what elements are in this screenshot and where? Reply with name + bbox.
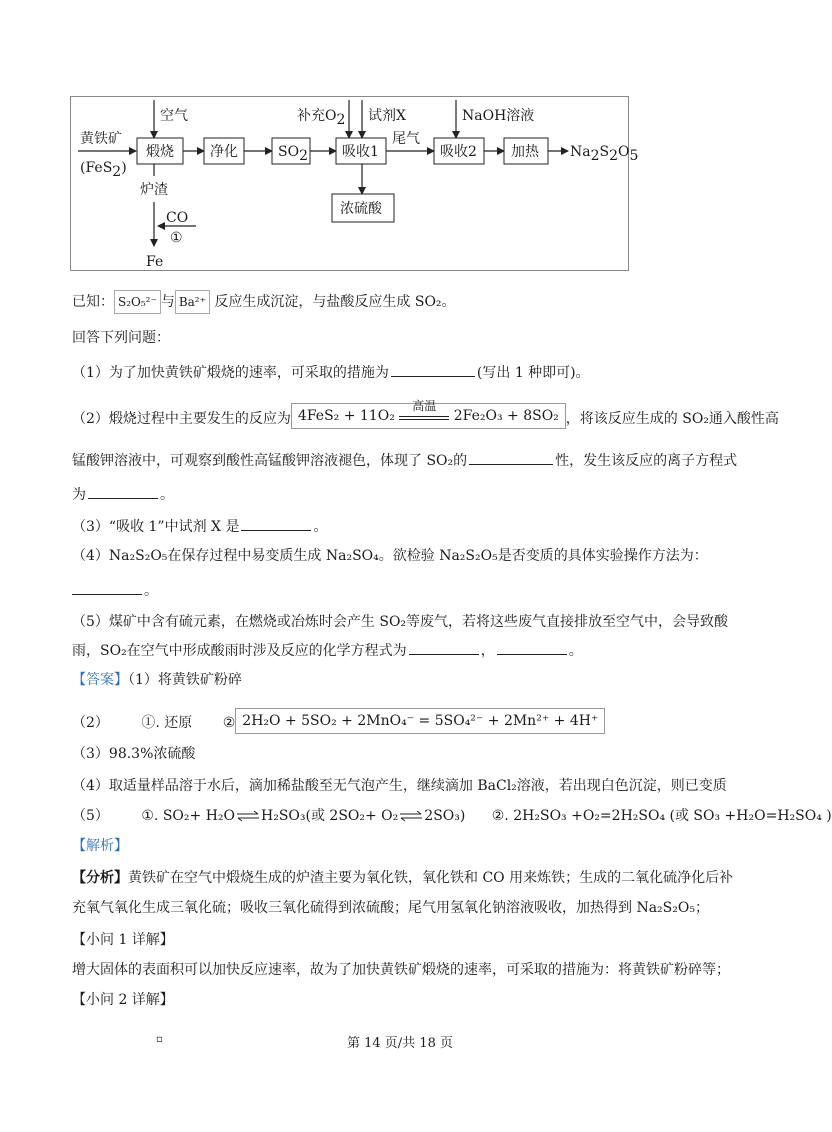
answer-5-part1b: H₂SO₃(或 2SO₂+ O₂ <box>261 808 399 824</box>
answer-5-part1c: 2SO₃) <box>424 808 466 824</box>
analysis-tag: 【解析】 <box>72 838 128 854</box>
answer-line-1 <box>72 670 242 690</box>
q2-text-e: 为 <box>72 487 86 503</box>
analysis-line-1 <box>72 868 733 888</box>
known-prefix: 已知： <box>72 294 114 310</box>
fenxi-tag: 【分析】 <box>72 870 128 886</box>
calcine-label: 煅烧 <box>146 144 174 160</box>
q1-suffix: (写出 1 种即可)。 <box>476 365 590 381</box>
input-ore-label: 黄铁矿 <box>80 131 122 147</box>
question-4-answer-line <box>72 580 158 601</box>
q5-comma: ， <box>480 643 495 659</box>
naoh-label: NaOH溶液 <box>462 108 535 124</box>
answer-line-2 <box>72 710 605 736</box>
tail-gas-label: 尾气 <box>392 131 420 147</box>
cinder-label: 炉渣 <box>140 182 168 198</box>
reversible-arrow-icon <box>399 811 423 821</box>
answer-2-part2-label: ② <box>222 715 236 731</box>
eq-right: 2Fe₂O₃ + 8SO₂ <box>453 408 559 424</box>
q5-text-a: （5）煤矿中含有硫元素，在燃烧或冶炼时会产生 SO₂等废气，若将这些废气直接排放至空气中，会导致酸 <box>72 614 729 630</box>
answer-5-part2: ②. 2H₂SO₃ +O₂=2H₂SO₄ (或 SO₃ +H₂O=H₂SO₄ ) <box>491 808 832 824</box>
air-label: 空气 <box>160 108 188 124</box>
q2-text-a: （2）煅烧过程中主要发生的反应为 <box>72 411 291 427</box>
analysis-line-2: 充氧气氧化生成三氧化硫；吸收三氧化硫得到浓硫酸；尾气用氢氧化钠溶液吸收，加热得到 Na₂S₂O₅； <box>72 900 709 916</box>
q3-suffix: 。 <box>313 519 328 535</box>
question-5-line-2 <box>72 640 583 661</box>
footer-bullet: ▫ <box>156 1034 163 1045</box>
q2-text-c: 锰酸钾溶液中，可观察到酸性高锰酸钾溶液褪色，体现了 SO₂的 <box>72 453 468 469</box>
input-ore-formula: (FeS2) <box>80 160 127 180</box>
barium-ion-box: Ba²⁺ <box>175 290 210 314</box>
q1-text: （1）为了加快黄铁矿煅烧的速率，可采取的措施为 <box>72 365 389 381</box>
calcination-equation-box <box>291 399 566 429</box>
answer-line-3: （3）98.3%浓硫酸 <box>72 746 196 762</box>
sub-question-2-heading: 【小问 2 详解】 <box>72 992 174 1008</box>
q2-text-f: 。 <box>160 487 174 503</box>
supplement-o2-label: 补充O2 <box>297 108 346 128</box>
question-3 <box>72 516 327 537</box>
reagent-x-label: 试剂X <box>368 108 406 124</box>
co-label: CO <box>166 210 189 226</box>
q4-text: （4）Na₂S₂O₅在保存过程中易变质生成 Na₂SO₄。欲检验 Na₂S₂O₅是否变质的具体实验操作方法为： <box>72 548 708 564</box>
sub-question-1-text: 增大固体的表面积可以加快反应速率，故为了加快黄铁矿煅烧的速率，可采取的措施为：将黄铁矿粉碎等； <box>72 962 730 978</box>
purify-label: 净化 <box>210 144 238 160</box>
question-2-line-1 <box>72 399 779 432</box>
product-label: Na2S2O5 <box>570 144 639 164</box>
sub-question-1-heading: 【小问 1 详解】 <box>72 932 174 948</box>
prompt-line: 回答下列问题： <box>72 330 170 346</box>
q4-blank[interactable] <box>72 580 142 595</box>
q2-text-b: ，将该反应生成的 SO₂通入酸性高 <box>565 411 779 427</box>
answer-2-part1: ①. 还原 <box>141 715 193 731</box>
q2-text-d: 性，发生该反应的离子方程式 <box>555 453 738 469</box>
q5-text-b: 雨，SO₂在空气中形成酸雨时涉及反应的化学方程式为 <box>72 643 407 659</box>
q4-suffix: 。 <box>144 583 158 599</box>
q3-text: （3）“吸收 1”中试剂 X 是 <box>72 519 240 535</box>
reversible-arrow-icon <box>236 811 260 821</box>
answer-1: （1）将黄铁矿粉碎 <box>128 672 242 688</box>
q5-end: 。 <box>568 643 583 659</box>
q5-blank-2[interactable] <box>497 640 567 655</box>
step1-label: ① <box>170 230 183 246</box>
answer-line-4: （4）取适量样品溶于水后，滴加稀盐酸至无气泡产生，继续滴加 BaCl₂溶液，若出现白色沉淀，则已变质 <box>72 778 727 794</box>
answer-2-label: （2） <box>72 715 109 731</box>
eq-condition: 高温 <box>412 399 437 413</box>
q2-property-blank[interactable] <box>469 450 553 465</box>
question-2-line-2 <box>72 450 737 471</box>
absorb2-label: 吸收2 <box>440 144 477 160</box>
ionic-equation-box: 2H₂O + 5SO₂ + 2MnO₄⁻ = 5SO₄²⁻ + 2Mn²⁺ + 4H⁺ <box>235 708 605 734</box>
conc-acid-label: 浓硫酸 <box>340 201 382 217</box>
known-suffix: 反应生成沉淀，与盐酸反应生成 SO₂。 <box>214 294 456 310</box>
answer-5-part1a: ①. SO₂+ H₂O <box>141 808 235 824</box>
answer-5-label: （5） <box>72 808 109 824</box>
process-flow-diagram <box>70 96 639 272</box>
question-4 <box>72 546 708 566</box>
question-1 <box>72 362 590 383</box>
heat-label: 加热 <box>511 144 539 160</box>
known-line <box>72 290 456 314</box>
q2-equation-blank[interactable] <box>88 484 158 499</box>
fe-label: Fe <box>146 254 164 270</box>
absorb1-label: 吸收1 <box>342 144 379 160</box>
so2-label: SO2 <box>278 144 308 164</box>
q3-blank[interactable] <box>241 516 311 531</box>
question-2-line-3 <box>72 484 174 505</box>
known-mid: 与 <box>160 294 175 310</box>
answer-line-5 <box>72 806 832 826</box>
fenxi-text-a: 黄铁矿在空气中煅烧生成的炉渣主要为氧化铁，氧化铁和 CO 用来炼铁；生成的二氧化硫净化后补 <box>128 870 734 886</box>
answer-tag: 【答案】 <box>72 672 128 688</box>
q1-blank[interactable] <box>391 362 475 377</box>
page-number: 第 14 页/共 18 页 <box>347 1036 453 1051</box>
q5-blank-1[interactable] <box>409 640 479 655</box>
eq-left: 4FeS₂ + 11O₂ <box>297 408 395 424</box>
question-5-line-1 <box>72 612 728 632</box>
disulfite-ion-box: S₂O₅²⁻ <box>114 290 161 314</box>
